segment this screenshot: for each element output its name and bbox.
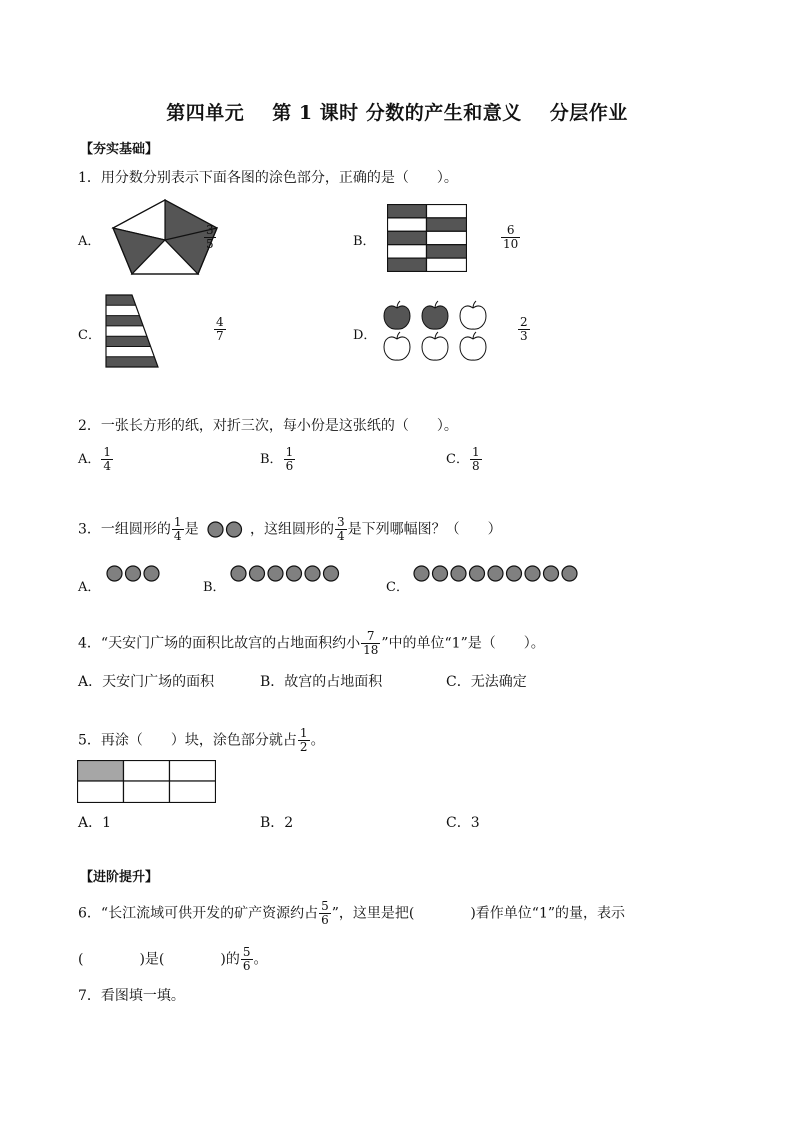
circle-row [106,565,164,582]
q1-option-a-fraction: $\frac{3}{5}$ [206,223,214,251]
q2-option-b-fraction: $\frac{1}{6}$ [285,445,294,473]
circle-3 [268,566,283,581]
section-advanced: 【进阶提升】 [80,870,159,885]
apple-empty-4 [460,332,486,360]
circle-2 [227,522,242,537]
q1-option-c-fraction: $\frac{4}{7}$ [216,315,224,343]
circle-1 [208,522,223,537]
apple-empty-3 [422,332,448,360]
circle-9 [562,566,577,581]
q2-option-a: A． $\frac{1}{4}$ [78,445,112,473]
q4-fraction: $\frac{7}{18}$ [363,629,379,657]
q3-fraction-1: $\frac{1}{4}$ [173,515,182,543]
q5-option-c: C．3 [446,815,480,831]
q7-stem: 7．看图填一填。 [78,988,185,1004]
q2-option-b: B． $\frac{1}{6}$ [260,445,294,473]
circle-1 [107,566,122,581]
q2-option-c-fraction: $\frac{1}{8}$ [471,445,480,473]
q5-stem: 5．再涂（ ）块，涂色部分就占 $\frac{1}{2}$ 。 [78,726,325,754]
q3-stem: 3．一组圆形的 $\frac{1}{4}$ 是 ，这组圆形的 $\frac{3}{4}$ 是下列哪幅图？（ ） [78,515,502,543]
circle-row [230,565,343,582]
circle-row [207,521,246,538]
q1-option-d-fraction: $\frac{2}{3}$ [520,315,528,343]
q2-option-c: C． $\frac{1}{8}$ [446,445,480,473]
circle-6 [324,566,339,581]
q1-option-a-label: A． [78,234,101,249]
title-lesson: 第 1 课时 分数的产生和意义 [272,102,522,124]
q3-option-c-circles [413,565,582,582]
q6-line-2: ( )是( )的 $\frac{5}{6}$ 。 [78,945,268,973]
q1-option-d-label: D． [353,328,377,343]
q4-option-a: A．天安门广场的面积 [78,674,215,690]
circle-2 [126,566,141,581]
circle-4 [287,566,302,581]
q5-fraction: $\frac{1}{2}$ [299,726,308,754]
q3-given-circles [207,521,246,538]
circle-3 [451,566,466,581]
q6-line-1: 6．“长江流域可供开发的矿产资源约占 $\frac{5}{6}$ ”，这里是把( )看作单位“1”的量，表示 [78,899,626,927]
q3-option-b-circles [230,565,343,582]
apple-shaded-2 [422,301,448,329]
q4-option-c: C．无法确定 [446,674,527,690]
q6-fraction-2: $\frac{5}{6}$ [242,945,251,973]
apple-empty-2 [384,332,410,360]
circle-8 [544,566,559,581]
page-title [0,98,794,125]
q5-option-b: B．2 [260,815,294,831]
q1-option-b-fraction: $\frac{6}{10}$ [503,223,519,251]
q1-trapezoid-figure [104,294,160,368]
q3-option-a-circles [106,565,164,582]
q3-option-c-label: C． [386,580,409,595]
q4-option-b: B．故宫的占地面积 [260,674,383,690]
circle-6 [507,566,522,581]
q3-fraction-2: $\frac{3}{4}$ [337,515,345,543]
circle-1 [414,566,429,581]
q6-fraction-1: $\frac{5}{6}$ [321,899,329,927]
q1-option-c-label: C． [78,328,101,343]
apple-empty-1 [460,301,486,329]
q5-option-a: A．1 [78,815,112,831]
circle-2 [433,566,448,581]
circle-1 [231,566,246,581]
q5-cell-shaded [78,761,124,782]
q2-stem: 2．一张长方形的纸，对折三次，每小份是这张纸的（ ）。 [78,418,458,434]
circle-4 [470,566,485,581]
circle-5 [305,566,320,581]
apple-shaded-1 [384,301,410,329]
q1-grid-figure [387,204,467,272]
circle-7 [525,566,540,581]
circle-row [413,565,582,582]
q3-option-a-label: A． [78,580,101,595]
title-unit: 第四单元 [166,102,245,124]
section-basic: 【夯实基础】 [80,142,159,157]
q3-option-b-label: B． [203,580,226,595]
q1-option-b-label: B． [353,234,376,249]
circle-2 [250,566,265,581]
q1-apples-figure [380,298,492,362]
q4-stem: 4．“天安门广场的面积比故宫的占地面积约小 $\frac{7}{18}$ ”中的单位“1”是（ ）。 [78,629,545,657]
circle-5 [488,566,503,581]
q2-option-a-fraction: $\frac{1}{4}$ [103,445,112,473]
circle-3 [144,566,159,581]
q1-stem: 1．用分数分别表示下面各图的涂色部分，正确的是（ ）。 [78,170,458,186]
q5-grid-figure [77,760,216,803]
title-type: 分层作业 [549,102,628,124]
